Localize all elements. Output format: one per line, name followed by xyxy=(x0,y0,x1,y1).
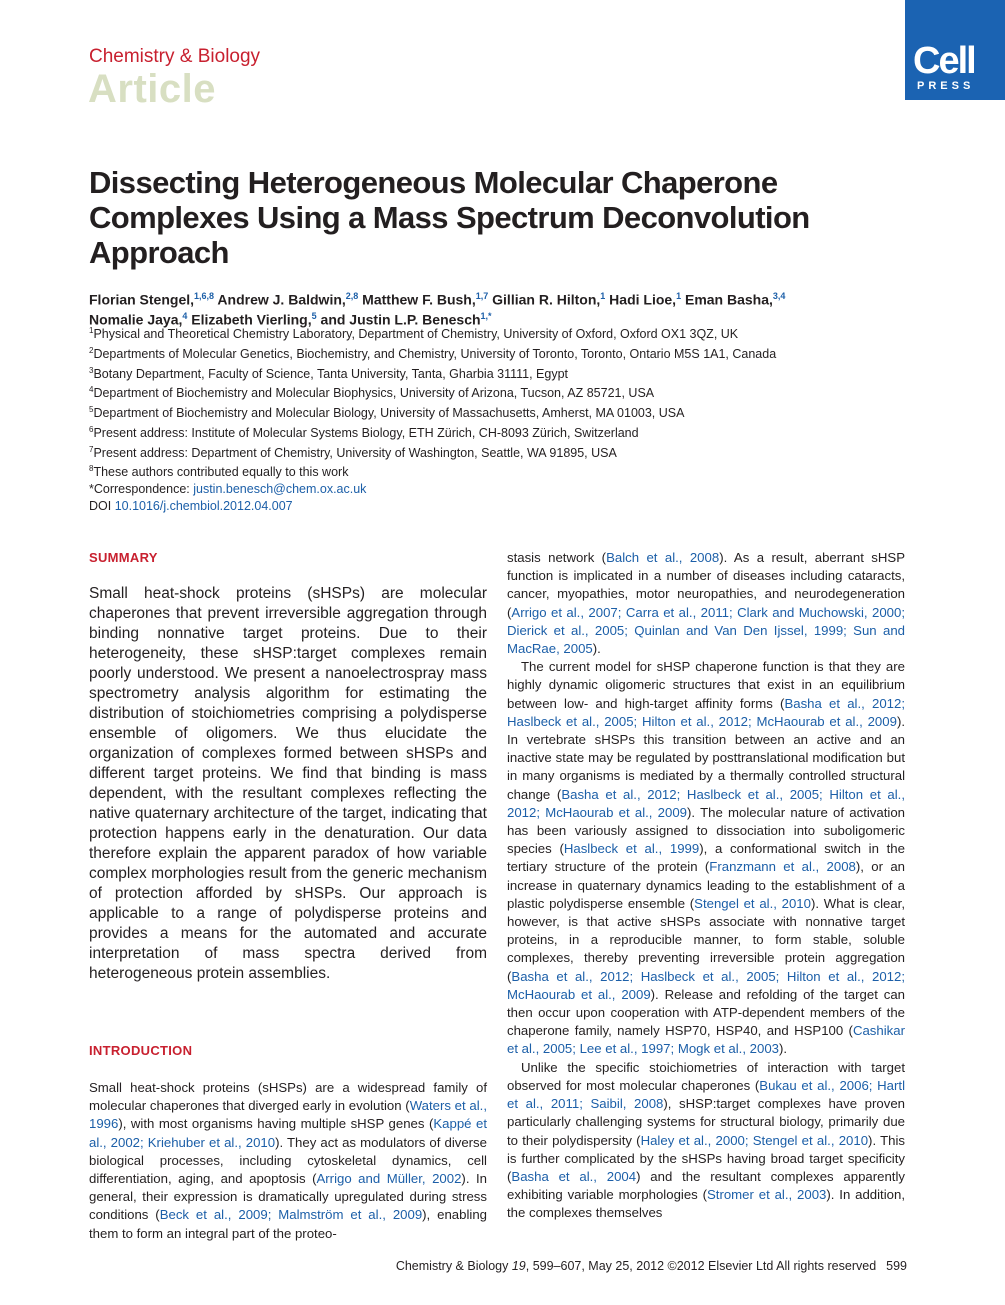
citation-link[interactable]: Basha et al., 2012; Haslbeck et al., 2005; Hilton et al., 2012; McHaourab et al., 2009 xyxy=(507,786,905,820)
author-affiliation-marker[interactable]: 1,7 xyxy=(475,291,489,301)
citation-link[interactable]: Arrigo and Müller, 2002 xyxy=(316,1171,462,1187)
affiliation-text: Botany Department, Faculty of Science, Tanta University, Tanta, Gharbia 31111, Egypt xyxy=(93,366,569,381)
affiliation-item xyxy=(89,422,919,442)
summary-text: Small heat-shock proteins (sHSPs) are molecular chaperones that prevent irreversible aggregation through binding nonnative target proteins. Due to their heterogeneity, these sHSP:target complexes remain poorly understood. We present a nanoelectrospray mass spectrometry analysis algorithm for estimating the distribution of stoichiometries comprising a polydisperse ensemble of oligomers. We thus elucidate the organization of complexes formed between sHSPs and different target proteins. We find that binding is mass dependent, with the resultant complexes reflecting the native quaternary architecture of the target, indicating that protection happens early in the denaturation. Our data therefore explain the apparent paradox of how variable complex morphologies result from the generic mechanism of protection afforded by sHSPs. Our approach is applicable to a range of polydisperse proteins and provides a means for the automated and accurate interpretation of mass spectra derived from heterogeneous protein assemblies. xyxy=(89,585,487,982)
author-affiliation-marker[interactable]: 2,8 xyxy=(345,291,359,301)
citation-link[interactable]: Balch et al., 2008 xyxy=(606,550,720,565)
footer-volume: 19 xyxy=(511,1259,526,1273)
affiliation-text: Department of Biochemistry and Molecular Biology, University of Massachusetts, Amherst, MA 01003, USA xyxy=(93,406,685,421)
affiliation-item xyxy=(89,343,919,363)
intro-paragraph-1 xyxy=(89,1079,487,1243)
intro-right-column xyxy=(507,549,905,1223)
affiliation-item xyxy=(89,363,919,383)
citation-link[interactable]: Haslbeck et al., 1999 xyxy=(563,841,700,857)
affiliation-text: These authors contributed equally to this work xyxy=(93,465,349,480)
body-text: stasis network ( xyxy=(507,550,607,565)
footer-citation: , 599–607, May 25, 2012 ©2012 Elsevier Ltd All rights reserved xyxy=(525,1259,877,1273)
affiliation-item xyxy=(89,461,919,481)
affiliation-text: Present address: Institute of Molecular Systems Biology, ETH Zürich, CH-8093 Zürich, Switzerland xyxy=(93,425,639,440)
correspondence-email-link[interactable]: justin.benesch@chem.ox.ac.uk xyxy=(193,482,367,496)
body-text: ), or an increase in quaternary dynamics leading to the establishment of a plastic polydisperse ensemble ( xyxy=(507,859,905,911)
body-text: ). In general, their expression is dramatically upregulated during stress conditions ( xyxy=(89,1171,487,1223)
author-affiliation-marker[interactable]: 4 xyxy=(182,310,188,321)
affiliation-item xyxy=(89,402,919,422)
body-text: ), enabling them to form an integral part of the proteo- xyxy=(89,1207,487,1241)
affiliation-number: 4 xyxy=(89,385,94,395)
body-text: ). xyxy=(779,1041,788,1057)
affiliation-item xyxy=(89,442,919,462)
body-text: ), with most organisms having multiple sHSP genes ( xyxy=(118,1116,434,1132)
body-text: ). They act as modulators of diverse biological processes, including cytoskeletal dynamics, cell differentiation, aging, and apoptosis ( xyxy=(89,1134,487,1187)
body-text: ), a conformational switch in the tertiary structure of the protein ( xyxy=(507,841,905,875)
author-affiliation-marker[interactable]: 1 xyxy=(676,291,682,301)
body-text: Small heat-shock proteins (sHSPs) are a widespread family of molecular chaperones that diverged early in evolution ( xyxy=(89,1080,487,1114)
author-affiliation-marker[interactable]: 5 xyxy=(311,310,317,321)
page-number: 599 xyxy=(886,1259,907,1273)
citation-link[interactable]: Basha et al., 2012; Haslbeck et al., 2005; Hilton et al., 2012; McHaourab et al., 2009 xyxy=(507,968,905,1002)
citation-link[interactable]: Stengel et al., 2010 xyxy=(694,895,811,911)
affiliations xyxy=(89,323,919,514)
body-text: The current model for sHSP chaperone function is that they are highly dynamic oligomeric structures that exist in an equilibrium between low- and high-target affinity forms ( xyxy=(507,659,905,711)
citation-link[interactable]: Cashikar et al., 2005; Lee et al., 1997; Mogk et al., 2003 xyxy=(507,1023,905,1057)
body-text: ). xyxy=(592,641,601,657)
citation-link[interactable]: Waters et al., 1996 xyxy=(89,1098,487,1132)
body-text: Unlike the specific stoichiometries of interaction with target observed for most molecular chaperones ( xyxy=(507,1059,905,1093)
logo-word: Cell xyxy=(913,40,975,82)
author-name: and Justin L.P. Benesch xyxy=(316,311,481,328)
body-text: ). The molecular nature of activation has been variously assigned to dissociation into suboligomeric species ( xyxy=(507,804,906,857)
citation-link[interactable]: Haley et al., 2000; Stengel et al., 2010 xyxy=(640,1132,869,1148)
body-text: ). As a result, aberrant sHSP function is implicated in a number of diseases including cataracts, cancer, myopathies, motor neuropathies, and neurodegeneration ( xyxy=(507,550,905,620)
citation-link[interactable]: Stromer et al., 2003 xyxy=(707,1187,827,1203)
author-affiliation-marker[interactable]: 1,* xyxy=(480,310,492,321)
intro-paragraph-2 xyxy=(507,658,905,1058)
citation-link[interactable]: Basha et al., 2004 xyxy=(511,1168,637,1184)
page-footer xyxy=(362,1259,907,1273)
correspondence-label: *Correspondence: xyxy=(89,482,194,496)
affiliation-number: 7 xyxy=(89,444,94,454)
body-text: ). In addition, the complexes themselves xyxy=(507,1187,905,1221)
affiliation-number: 8 xyxy=(89,464,94,474)
author-affiliation-marker[interactable]: 1,6,8 xyxy=(194,291,215,301)
article-title: Dissecting Heterogeneous Molecular Chaperone Complexes Using a Mass Spectrum Deconvolution Approach xyxy=(89,165,810,270)
introduction-heading: INTRODUCTION xyxy=(89,1043,193,1058)
affiliation-text: Physical and Theoretical Chemistry Laboratory, Department of Chemistry, University of Oxford, Oxford OX1 3QZ, UK xyxy=(93,327,739,342)
author-name: Gillian R. Hilton, xyxy=(488,291,601,308)
author-name: Eman Basha, xyxy=(681,291,773,308)
body-text: ). In vertebrate sHSPs this transition between an active and an inactive state may be regulated by posttranslational modification but in many organisms is mediated by a thermally controlled structural change ( xyxy=(507,713,905,802)
cell-press-logo[interactable] xyxy=(905,0,1005,100)
body-text: ) and the resultant complexes apparently exhibiting variable morphologies ( xyxy=(507,1168,905,1203)
affiliation-number: 2 xyxy=(89,345,94,355)
body-text: ). This is further complicated by the sHSPs having broad target specificity ( xyxy=(507,1132,905,1184)
author-name: Matthew F. Bush, xyxy=(358,291,476,308)
citation-link[interactable]: Bukau et al., 2006; Hartl et al., 2011; Saibil, 2008 xyxy=(507,1077,906,1112)
citation-link[interactable]: Beck et al., 2009; Malmström et al., 2009 xyxy=(159,1207,423,1223)
author-name: Nomalie Jaya, xyxy=(89,311,183,328)
affiliation-number: 3 xyxy=(89,365,94,375)
affiliation-item xyxy=(89,382,919,402)
footer-journal: Chemistry & Biology xyxy=(395,1259,512,1273)
author-name: Hadi Lioe, xyxy=(605,291,677,308)
citation-link[interactable]: Kappé et al., 2002; Kriehuber et al., 2010 xyxy=(89,1116,488,1150)
body-text: ). What is clear, however, is that active sHSPs associate with nonnative target proteins, in a reproducible manner, to form stable, soluble complexes, thereby preventing irreversible protein aggregation ( xyxy=(507,895,905,984)
author-name: Elizabeth Vierling, xyxy=(187,311,312,328)
author-name: Andrew J. Baldwin, xyxy=(214,291,346,308)
affiliation-text: Department of Biochemistry and Molecular Biophysics, University of Arizona, Tucson, AZ 85721, USA xyxy=(93,386,655,401)
author-list xyxy=(89,288,919,327)
affiliation-number: 1 xyxy=(89,326,94,335)
body-text: ). Release and refolding of the target can then occur upon cooperation with ATP-dependent members of the chaperone family, namely HSP70, HSP40, and HSP100 ( xyxy=(507,986,905,1039)
affiliation-list xyxy=(89,323,919,481)
doi-link[interactable]: 10.1016/j.chembiol.2012.04.007 xyxy=(114,498,293,513)
citation-link[interactable]: Basha et al., 2012; Haslbeck et al., 2005; Hilton et al., 2012; McHaourab et al., 2009 xyxy=(507,695,905,729)
logo-subtitle: PRESS xyxy=(917,80,975,92)
correspondence-line xyxy=(89,481,919,498)
summary-heading: SUMMARY xyxy=(89,550,158,565)
author-name: Florian Stengel, xyxy=(89,291,195,308)
journal-name: Chemistry & Biology xyxy=(89,46,261,67)
body-text: ), sHSP:target complexes have proven particularly challenging systems for structural biology, primarily due to their polydispersity ( xyxy=(507,1096,905,1148)
affiliation-text: Departments of Molecular Genetics, Biochemistry, and Chemistry, University of Toronto, Toronto, Ontario M5S 1A1, Canada xyxy=(93,346,777,361)
author-affiliation-marker[interactable]: 3,4 xyxy=(772,291,786,301)
article-type-label: Article xyxy=(88,67,216,111)
affiliation-number: 6 xyxy=(89,424,94,434)
affiliation-number: 5 xyxy=(89,405,94,414)
affiliation-text: Present address: Department of Chemistry, University of Washington, Seattle, WA 91895, USA xyxy=(93,445,617,460)
author-affiliation-marker[interactable]: 1 xyxy=(600,291,606,301)
intro-paragraph-3 xyxy=(507,1059,905,1223)
doi-line xyxy=(89,498,919,515)
affiliation-item xyxy=(89,323,919,343)
doi-label: DOI xyxy=(89,498,115,513)
citation-link[interactable]: Arrigo et al., 2007; Carra et al., 2011; Clark and Muchowski, 2000; Dierick et al., 2005; Quinlan and Van Den Ijssel, 1999; Sun and MacRae, 2005 xyxy=(507,604,905,657)
citation-link[interactable]: Franzmann et al., 2008 xyxy=(709,859,856,875)
intro-paragraph-1-cont xyxy=(507,549,905,658)
intro-left-column xyxy=(89,1079,487,1243)
